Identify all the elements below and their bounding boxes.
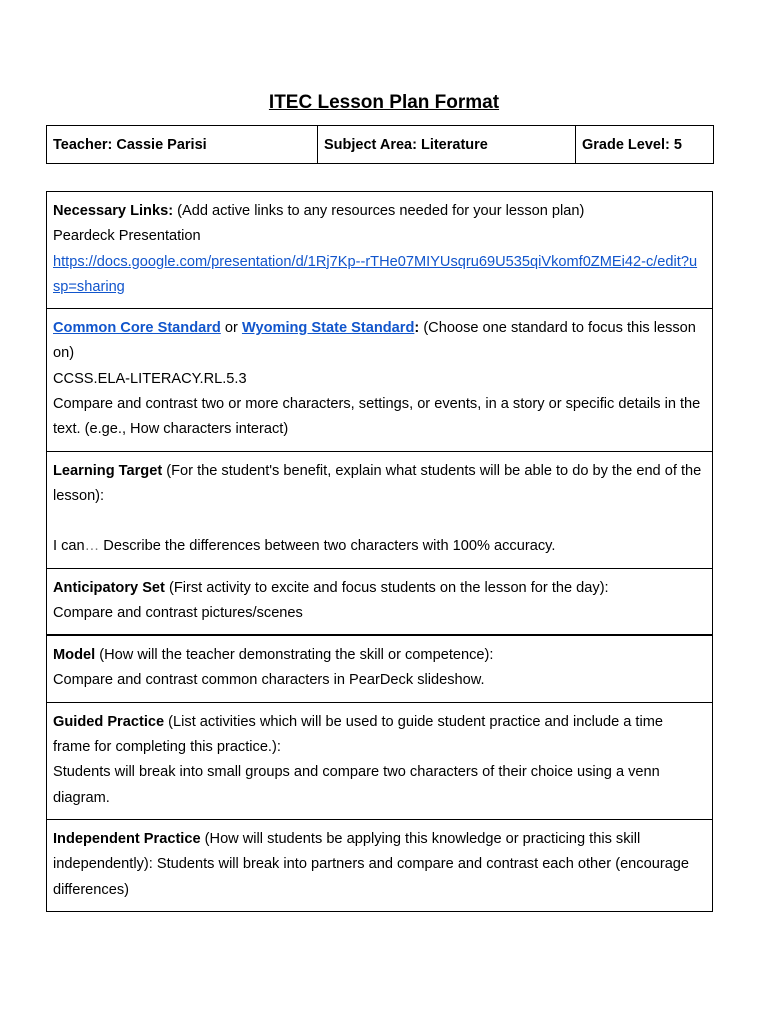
standard-or: or xyxy=(220,320,242,337)
standard-section xyxy=(47,308,712,450)
peardeck-link[interactable]: https://docs.google.com/presentation/d/1Rj7Kp--rTHe07MIYUsqru69U535qiVkomf0ZMEi42-c/edit?usp=sharing xyxy=(53,253,698,295)
document-title: ITEC Lesson Plan Format xyxy=(268,92,500,113)
common-core-link[interactable]: Common Core Standard xyxy=(53,320,221,337)
anticipatory-set-section xyxy=(47,568,712,635)
learning-target-section xyxy=(47,451,712,568)
model-section xyxy=(47,634,712,702)
standard-code: CCSS.ELA-LITERACY.RL.5.3 xyxy=(53,370,247,387)
standard-colon: : xyxy=(414,320,420,337)
subject-cell: Subject Area: Literature xyxy=(318,126,576,164)
independent-practice-label: Independent Practice xyxy=(53,830,201,847)
standard-text: Compare and contrast two or more characters, settings, or events, in a story or specific details in the text. (e.ge., How characters interact) xyxy=(53,396,701,438)
resource-name: Peardeck Presentation xyxy=(53,228,201,245)
learning-target-text: Describe the differences between two characters with 100% accuracy. xyxy=(99,538,556,555)
i-can-prefix: I can xyxy=(53,538,85,555)
header-row xyxy=(47,126,714,164)
wyoming-standard-link[interactable]: Wyoming State Standard xyxy=(241,320,415,337)
model-text: Compare and contrast common characters in PearDeck slideshow. xyxy=(53,672,485,689)
necessary-links-section xyxy=(47,192,712,308)
grade-cell: Grade Level: 5 xyxy=(576,126,714,164)
independent-practice-hint: (How will students be applying this knowledge or practicing this skill independently): xyxy=(53,830,641,873)
necessary-links-label: Necessary Links: xyxy=(53,203,174,219)
anticipatory-set-hint: (First activity to excite and focus students on the lesson for the day): xyxy=(164,579,609,596)
guided-practice-hint: (List activities which will be used to guide student practice and include a time frame for completing this practice.): xyxy=(53,713,664,756)
guided-practice-section xyxy=(47,702,712,819)
independent-practice-section xyxy=(47,819,712,911)
header-table xyxy=(46,125,714,164)
blank-line xyxy=(53,509,704,534)
learning-target-label: Learning Target xyxy=(53,462,163,479)
ellipsis: … xyxy=(84,538,100,555)
anticipatory-set-text: Compare and contrast pictures/scenes xyxy=(53,604,303,621)
guided-practice-label: Guided Practice xyxy=(53,713,165,730)
model-label: Model xyxy=(53,647,96,664)
standard-hint: (Choose one standard to focus this lesson on) xyxy=(53,320,696,362)
learning-target-hint: (For the student's benefit, explain what students will be able to do by the end of the lesson): xyxy=(53,462,702,504)
necessary-links-hint: (Add active links to any resources needed for your lesson plan) xyxy=(173,203,585,219)
independent-practice-text: Students will break into partners and compare and contrast each other (encourage differences) xyxy=(53,856,690,898)
lesson-plan-table xyxy=(46,191,713,912)
teacher-cell: Teacher: Cassie Parisi xyxy=(47,126,318,164)
guided-practice-text: Students will break into small groups and compare two characters of their choice using a venn diagram. xyxy=(53,764,660,806)
anticipatory-set-label: Anticipatory Set xyxy=(53,579,165,596)
model-hint: (How will the teacher demonstrating the skill or competence): xyxy=(95,647,494,664)
